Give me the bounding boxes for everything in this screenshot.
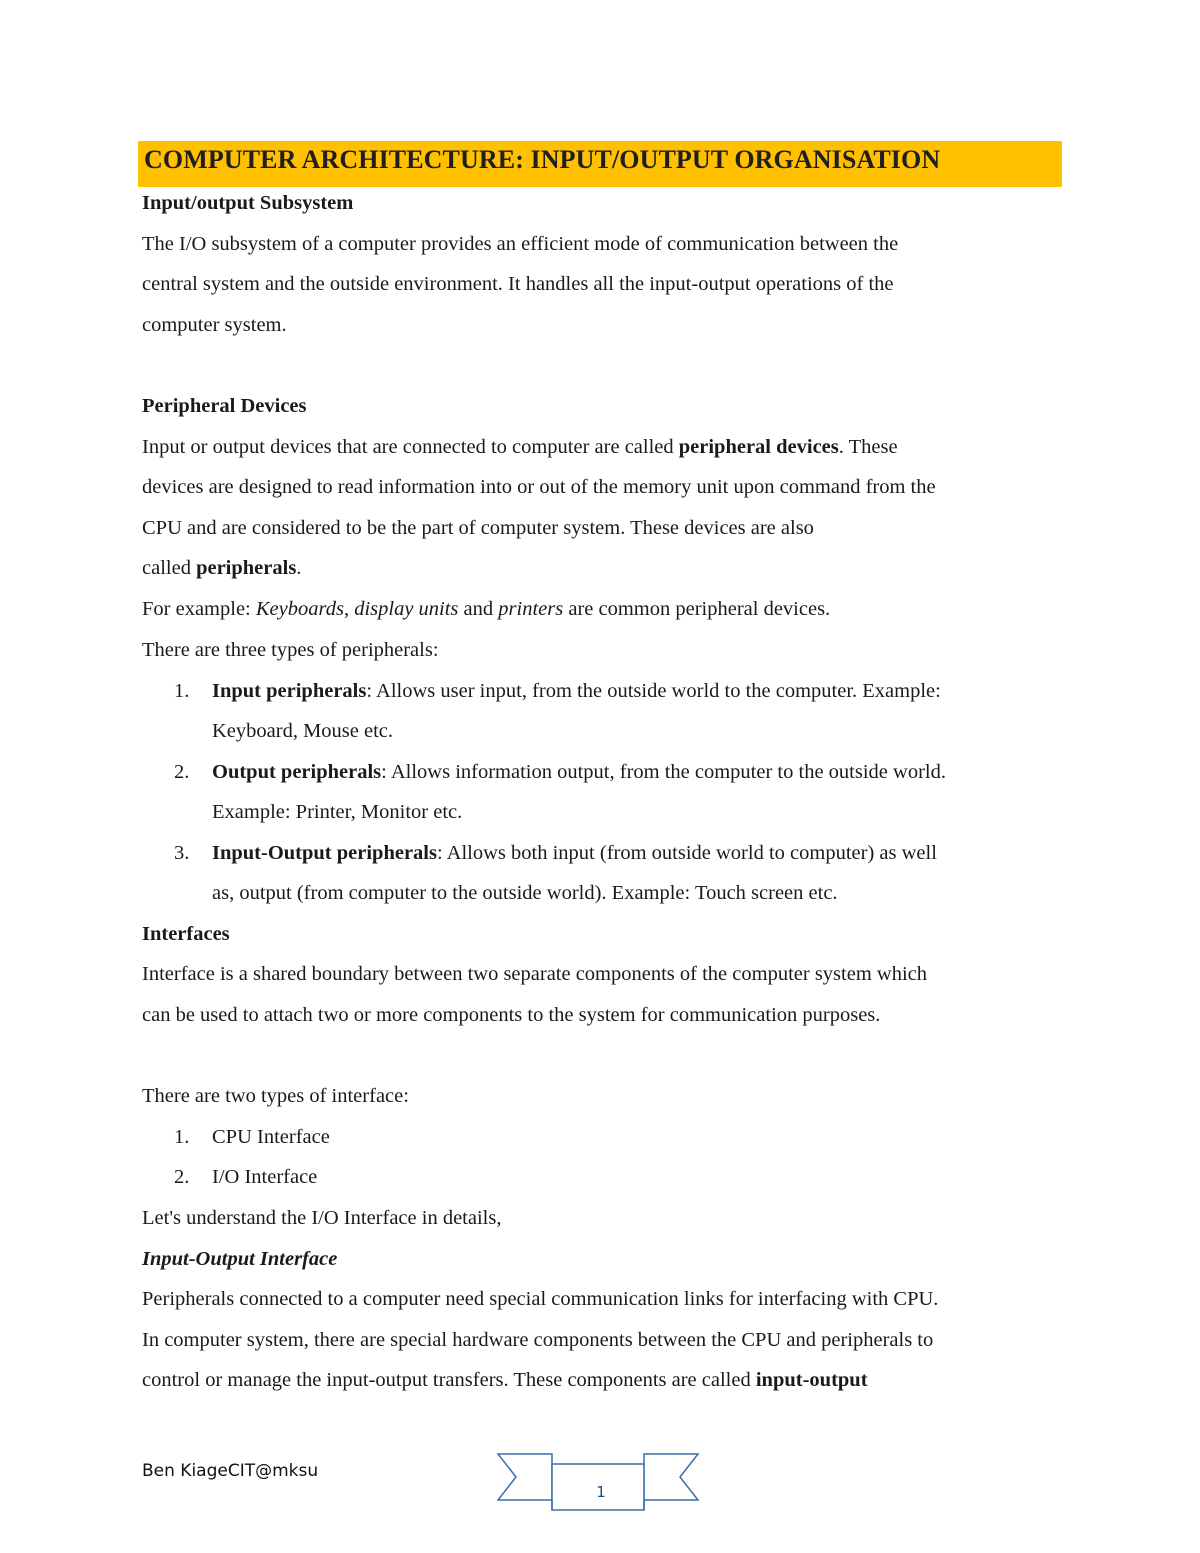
text-run: and: [458, 598, 499, 620]
section-heading-io-interface: Input-Output Interface: [142, 1248, 338, 1270]
text-run: are common peripheral devices.: [563, 598, 831, 620]
text-run: : Allows both input (from outside world to computer) as well: [436, 842, 937, 864]
example-line: [142, 596, 830, 622]
italic-term: printers: [498, 598, 564, 620]
paragraph-line: In computer system, there are special hardware components between the CPU and peripherals to: [142, 1329, 934, 1351]
italic-term: display units: [354, 598, 459, 620]
list-item-continuation: Keyboard, Mouse etc.: [212, 720, 394, 742]
bold-term: Input peripherals: [212, 680, 367, 702]
paragraph-line: The I/O subsystem of a computer provides an efficient mode of communication between the: [142, 233, 899, 255]
paragraph-line: central system and the outside environment. It handles all the input-output operations of the: [142, 273, 894, 295]
paragraph-line: Let's understand the I/O Interface in details,: [142, 1207, 502, 1229]
page-number-ribbon-icon: [496, 1452, 700, 1512]
text-run: control or manage the input-output transfers. These components are called: [142, 1369, 756, 1391]
list-item-continuation: Example: Printer, Monitor etc.: [212, 801, 463, 823]
list-item-continuation: as, output (from computer to the outside world). Example: Touch screen etc.: [212, 882, 838, 904]
list-number: 2.: [174, 1166, 190, 1188]
bold-term: Input-Output peripherals: [212, 842, 437, 864]
list-number: 3.: [174, 842, 190, 864]
text-run: called: [142, 557, 197, 579]
paragraph-line: Peripherals connected to a computer need special communication links for interfacing with CPU.: [142, 1288, 939, 1310]
text-run: . These: [838, 436, 898, 458]
list-item: I/O Interface: [212, 1166, 318, 1188]
bold-term: peripheral devices: [678, 436, 839, 458]
italic-term: Keyboards: [255, 598, 344, 620]
list-number: 2.: [174, 761, 190, 783]
text-run: Input or output devices that are connected to computer are called: [142, 436, 679, 458]
list-number: 1.: [174, 680, 190, 702]
bold-term: input-output: [755, 1369, 868, 1391]
paragraph-line: There are three types of peripherals:: [142, 639, 439, 661]
text-run: For example:: [142, 598, 256, 620]
title-banner: [138, 141, 1062, 187]
section-heading-io-subsystem: Input/output Subsystem: [142, 192, 354, 214]
list-item: [212, 840, 937, 866]
list-item: [212, 759, 946, 785]
paragraph-line: [142, 555, 301, 581]
paragraph-line: can be used to attach two or more components to the system for communication purposes.: [142, 1004, 881, 1026]
list-item: CPU Interface: [212, 1126, 330, 1148]
bold-term: Output peripherals: [212, 761, 382, 783]
footer-author: Ben KiageCIT@mksu: [142, 1461, 319, 1481]
list-number: 1.: [174, 1126, 190, 1148]
text-run: : Allows information output, from the computer to the outside world.: [381, 761, 946, 783]
document-title: COMPUTER ARCHITECTURE: INPUT/OUTPUT ORGANISATION: [144, 145, 941, 174]
text-run: : Allows user input, from the outside world to the computer. Example:: [366, 680, 941, 702]
page-number: 1: [596, 1483, 606, 1501]
paragraph-line: CPU and are considered to be the part of computer system. These devices are also: [142, 517, 814, 539]
paragraph-line: There are two types of interface:: [142, 1085, 409, 1107]
paragraph-line: devices are designed to read information into or out of the memory unit upon command from the: [142, 476, 936, 498]
text-run: ,: [343, 598, 355, 620]
paragraph-line: [142, 1367, 868, 1393]
text-run: .: [296, 557, 302, 579]
section-heading-interfaces: Interfaces: [142, 923, 230, 945]
paragraph-line: computer system.: [142, 314, 287, 336]
paragraph-line: [142, 434, 898, 460]
bold-term: peripherals: [196, 557, 297, 579]
section-heading-peripheral-devices: Peripheral Devices: [142, 395, 307, 417]
list-item: [212, 678, 941, 704]
paragraph-line: Interface is a shared boundary between two separate components of the computer system which: [142, 963, 927, 985]
